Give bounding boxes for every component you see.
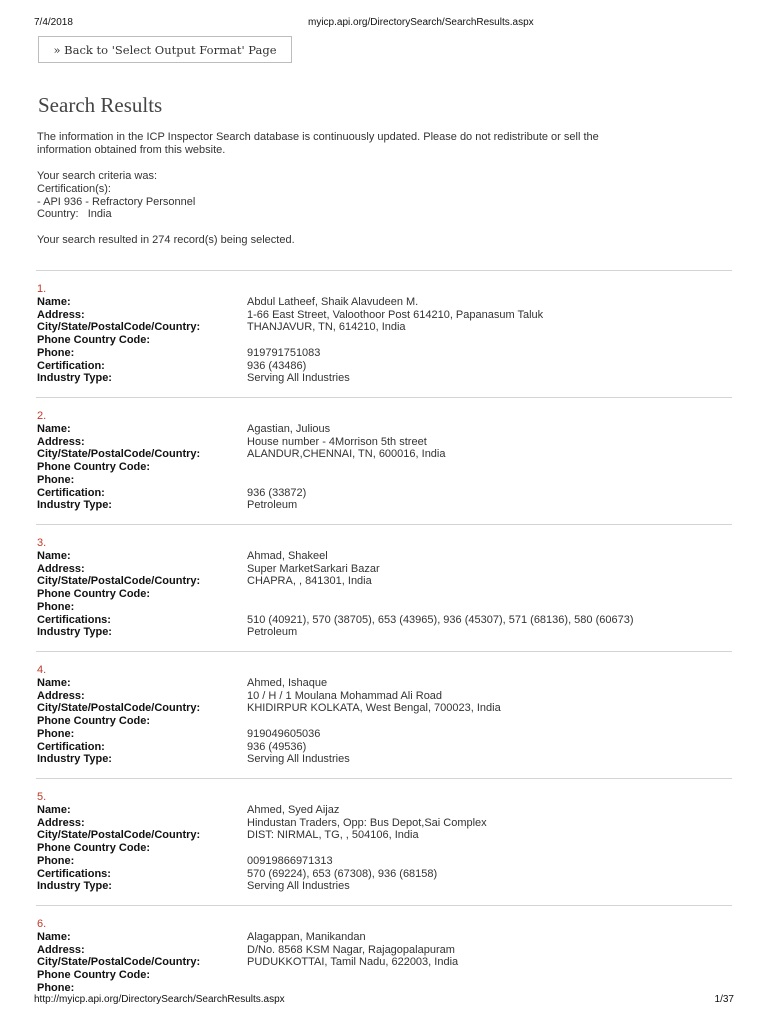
field-value: Serving All Industries (247, 753, 350, 766)
record-field (37, 868, 727, 881)
record-field (37, 804, 727, 817)
record-field (37, 296, 727, 309)
record-field (37, 702, 727, 715)
field-value: 936 (33872) (247, 486, 307, 499)
record-field (37, 321, 727, 334)
criteria-country (37, 208, 195, 221)
field-value: Ahmed, Syed Aijaz (247, 804, 340, 816)
field-label: Address: (37, 943, 85, 956)
field-value: Petroleum (247, 626, 298, 639)
record-field (37, 601, 727, 614)
search-criteria (37, 170, 195, 221)
field-label: Certifications: (37, 867, 111, 880)
field-value: Ahmed, Ishaque (247, 677, 328, 689)
field-value: 1-66 East Street, Valoothoor Post 614210, Papanasum Taluk (247, 308, 544, 321)
field-value: 10 / H / 1 Moulana Mohammad Ali Road (247, 689, 443, 702)
print-header-url: myicp.api.org/DirectorySearch/SearchResults.aspx (308, 17, 534, 28)
field-label: Certification: (37, 740, 105, 753)
record-field (37, 372, 727, 385)
field-value: 00919866971313 (247, 854, 333, 867)
record-field (37, 982, 727, 995)
record-field (37, 956, 727, 969)
field-value: CHAPRA, , 841301, India (247, 575, 372, 588)
record-field (37, 436, 727, 449)
record (36, 525, 732, 651)
record-field (37, 677, 727, 690)
record (36, 398, 732, 524)
field-label: Phone: (37, 854, 75, 867)
field-label: Industry Type: (37, 753, 112, 766)
record-number: 3. (37, 537, 47, 549)
record-field (37, 690, 727, 703)
field-value: Serving All Industries (247, 372, 350, 385)
record-field (37, 817, 727, 830)
record (36, 271, 732, 397)
print-footer-url: http://myicp.api.org/DirectorySearch/SearchResults.aspx (34, 994, 285, 1005)
record-field (37, 741, 727, 754)
field-label: Name: (37, 931, 71, 943)
field-value: Abdul Latheef, Shaik Alavudeen M. (247, 296, 419, 308)
field-label: Phone Country Code: (37, 842, 151, 855)
field-label: Address: (37, 562, 85, 575)
record-field (37, 944, 727, 957)
field-label: Name: (37, 550, 71, 562)
field-label: City/State/PostalCode/Country: (37, 956, 201, 969)
record-field (37, 461, 727, 474)
field-value: 510 (40921), 570 (38705), 653 (43965), 936 (45307), 571 (68136), 580 (60673) (247, 613, 634, 626)
record-field (37, 575, 727, 588)
record-number: 6. (37, 918, 47, 930)
criteria-country-value: India (87, 208, 112, 221)
record (36, 652, 732, 778)
field-value: 936 (49536) (247, 740, 307, 753)
notice-text: The information in the ICP Inspector Search database is continuously updated. Please do not redistribute or sell the information obtained from this website. (37, 131, 599, 156)
field-label: Name: (37, 423, 71, 435)
criteria-certification-item: - API 936 - Refractory Personnel (37, 195, 196, 208)
field-label: Phone Country Code: (37, 969, 151, 982)
page-title: Search Results (38, 93, 163, 117)
field-label: Name: (37, 677, 71, 689)
record-number: 5. (37, 791, 47, 803)
record-field (37, 309, 727, 322)
field-value: 919791751083 (247, 346, 321, 359)
field-value: KHIDIRPUR KOLKATA, West Bengal, 700023, India (247, 702, 501, 715)
field-value: PUDUKKOTTAI, Tamil Nadu, 622003, India (247, 956, 459, 969)
record-field (37, 334, 727, 347)
record-field (37, 728, 727, 741)
record-field (37, 550, 727, 563)
field-label: Phone Country Code: (37, 715, 151, 728)
field-label: Address: (37, 308, 85, 321)
field-label: Certification: (37, 359, 105, 372)
record-field (37, 614, 727, 627)
field-label: Industry Type: (37, 626, 112, 639)
record-field (37, 423, 727, 436)
field-label: Industry Type: (37, 499, 112, 512)
field-label: Phone: (37, 600, 75, 613)
field-value: THANJAVUR, TN, 614210, India (247, 321, 406, 334)
field-label: Phone: (37, 981, 75, 994)
field-value: ALANDUR,CHENNAI, TN, 600016, India (247, 448, 446, 461)
record-field (37, 360, 727, 373)
criteria-country-label: Country: (37, 208, 79, 221)
field-label: Certification: (37, 486, 105, 499)
print-date: 7/4/2018 (34, 17, 73, 28)
record-field (37, 715, 727, 728)
record-field (37, 842, 727, 855)
record (36, 906, 732, 1032)
field-value: Agastian, Julious (247, 423, 331, 435)
field-value: House number - 4Morrison 5th street (247, 435, 427, 448)
field-label: Phone: (37, 727, 75, 740)
result-count: Your search resulted in 274 record(s) being selected. (37, 234, 295, 246)
criteria-intro: Your search criteria was: (37, 170, 158, 182)
field-label: City/State/PostalCode/Country: (37, 829, 201, 842)
field-label: Industry Type: (37, 372, 112, 385)
field-label: Phone: (37, 346, 75, 359)
record-field (37, 474, 727, 487)
record-field (37, 487, 727, 500)
criteria-certifications-label: Certification(s): (37, 182, 111, 195)
record-number: 1. (37, 283, 47, 295)
field-label: Name: (37, 296, 71, 308)
field-value: Ahmad, Shakeel (247, 550, 328, 562)
field-label: Phone: (37, 473, 75, 486)
field-value: 919049605036 (247, 727, 321, 740)
record-field (37, 499, 727, 512)
field-value: Serving All Industries (247, 880, 350, 893)
field-label: Address: (37, 435, 85, 448)
field-label: Phone Country Code: (37, 334, 151, 347)
record-field (37, 347, 727, 360)
field-value: Hindustan Traders, Opp: Bus Depot,Sai Complex (247, 816, 487, 829)
field-label: City/State/PostalCode/Country: (37, 575, 201, 588)
field-label: Name: (37, 804, 71, 816)
record-field (37, 931, 727, 944)
record-field (37, 855, 727, 868)
page-number: 1/37 (714, 994, 734, 1005)
field-value: Super MarketSarkari Bazar (247, 562, 380, 575)
field-label: City/State/PostalCode/Country: (37, 448, 201, 461)
record (36, 779, 732, 905)
field-value: DIST: NIRMAL, TG, , 504106, India (247, 829, 419, 842)
field-value: D/No. 8568 KSM Nagar, Rajagopalapuram (247, 943, 455, 956)
field-label: City/State/PostalCode/Country: (37, 321, 201, 334)
back-to-output-format-button[interactable]: » Back to 'Select Output Format' Page (38, 36, 292, 63)
record-field (37, 880, 727, 893)
field-label: Certifications: (37, 613, 111, 626)
field-label: Address: (37, 816, 85, 829)
field-value: Petroleum (247, 499, 298, 512)
record-field (37, 448, 727, 461)
field-label: Phone Country Code: (37, 588, 151, 601)
records-list (36, 270, 732, 1032)
record-number: 4. (37, 664, 47, 676)
record-field (37, 969, 727, 982)
record-field (37, 588, 727, 601)
record-field (37, 753, 727, 766)
record-field (37, 829, 727, 842)
field-label: Industry Type: (37, 880, 112, 893)
field-value: 570 (69224), 653 (67308), 936 (68158) (247, 867, 438, 880)
record-field (37, 563, 727, 576)
field-label: Address: (37, 689, 85, 702)
field-label: City/State/PostalCode/Country: (37, 702, 201, 715)
field-value: 936 (43486) (247, 359, 307, 372)
field-value: Alagappan, Manikandan (247, 931, 366, 943)
field-label: Phone Country Code: (37, 461, 151, 474)
record-number: 2. (37, 410, 47, 422)
record-field (37, 626, 727, 639)
